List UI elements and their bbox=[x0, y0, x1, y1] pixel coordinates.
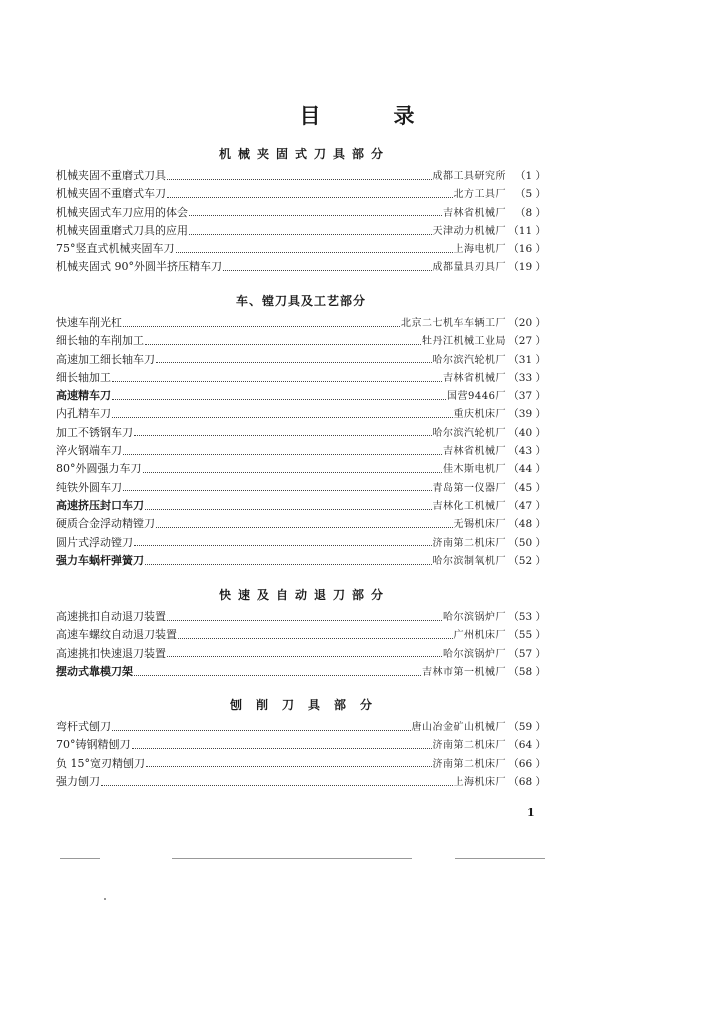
toc-entry[interactable] bbox=[56, 222, 546, 240]
entry-page-number: （52 ） bbox=[508, 554, 546, 567]
entry-title: 高速加工细长轴车刀 bbox=[56, 352, 155, 366]
toc-entry[interactable] bbox=[56, 351, 546, 369]
dot-leader bbox=[146, 766, 432, 767]
entry-page-number: （11 ） bbox=[508, 224, 546, 237]
toc-entry[interactable] bbox=[56, 534, 546, 552]
dot-leader bbox=[112, 730, 411, 731]
entry-page-number: （47 ） bbox=[508, 499, 546, 512]
entry-page-number: （16 ） bbox=[508, 243, 546, 256]
toc-entry[interactable] bbox=[56, 626, 546, 644]
page-value: 52 bbox=[518, 554, 533, 567]
entry-source: 哈尔滨锅炉厂 bbox=[443, 648, 506, 660]
entry-title: 机械夹固重磨式刀具的应用 bbox=[56, 223, 188, 237]
dot-leader bbox=[145, 509, 432, 510]
entry-title: 机械夹固不重磨式刀具 bbox=[56, 169, 166, 182]
page-value: 48 bbox=[518, 518, 533, 531]
entry-title: 高速车螺纹自动退刀装置 bbox=[56, 628, 177, 642]
toc-entry[interactable] bbox=[56, 460, 546, 478]
page-value: 5 bbox=[525, 188, 533, 201]
entry-page-number: （19 ） bbox=[508, 261, 546, 274]
entry-page-number: （20 ） bbox=[508, 317, 546, 329]
section-heading: 刨削刀具部分 bbox=[229, 698, 386, 712]
entry-source: 无锡机床厂 bbox=[453, 519, 506, 531]
entry-source: 北京二七机车车辆工厂 bbox=[401, 318, 506, 329]
entry-title: 机械夹固式 90°外圆半挤压精车刀 bbox=[56, 260, 222, 274]
toc-entry[interactable] bbox=[56, 479, 546, 497]
page-value: 40 bbox=[518, 426, 533, 439]
toc-entry[interactable] bbox=[56, 332, 546, 350]
dot-leader bbox=[167, 197, 453, 198]
dot-leader bbox=[112, 381, 442, 382]
section-heading: 机械夹固式刀具部分 bbox=[218, 147, 390, 161]
page-value: 57 bbox=[518, 647, 533, 660]
page-value: 39 bbox=[518, 408, 533, 421]
entry-title: 圆片式浮动镗刀 bbox=[56, 535, 133, 549]
toc-section-clamped-tools bbox=[56, 146, 546, 277]
page-value: 44 bbox=[518, 463, 533, 476]
page-value: 1 bbox=[525, 170, 533, 182]
entry-source: 吉林省机械厂 bbox=[443, 446, 506, 458]
entry-page-number: （5 ） bbox=[514, 188, 546, 201]
scan-rule bbox=[455, 858, 545, 859]
entry-title: 细长轴加工 bbox=[56, 370, 111, 384]
section-heading: 车、镗刀具及工艺部分 bbox=[235, 294, 366, 308]
page-value: 53 bbox=[518, 611, 533, 623]
page-value: 31 bbox=[518, 353, 533, 366]
entry-source: 成都工具研究所 bbox=[432, 171, 506, 182]
entry-title: 机械夹固不重磨式车刀 bbox=[56, 187, 166, 201]
dot-leader bbox=[145, 564, 432, 565]
entry-title: 加工不锈钢车刀 bbox=[56, 425, 133, 439]
page-title: 目 录 bbox=[299, 104, 441, 128]
entry-page-number: （68 ） bbox=[508, 775, 546, 788]
section-heading: 快速及自动退刀部分 bbox=[218, 588, 390, 602]
entry-source: 哈尔滨汽轮机厂 bbox=[432, 354, 506, 366]
toc-entry[interactable] bbox=[56, 240, 546, 258]
dot-leader bbox=[145, 344, 421, 345]
toc-entry[interactable] bbox=[56, 424, 546, 442]
toc-entry[interactable] bbox=[56, 663, 546, 681]
page-value: 43 bbox=[518, 445, 533, 458]
toc-entry[interactable] bbox=[56, 736, 546, 754]
entry-title: 机械夹固式车刀应用的体会 bbox=[56, 205, 188, 219]
entry-source: 广州机床厂 bbox=[453, 630, 506, 642]
page-value: 45 bbox=[518, 481, 533, 494]
toc-entry[interactable] bbox=[56, 204, 546, 222]
page-value: 19 bbox=[518, 261, 533, 274]
entry-title: 高速挑扣快速退刀装置 bbox=[56, 646, 166, 660]
toc-entry[interactable] bbox=[56, 258, 546, 276]
toc-entry[interactable] bbox=[56, 314, 546, 332]
dot-leader bbox=[134, 435, 432, 436]
entry-page-number: （31 ） bbox=[508, 353, 546, 366]
entry-source: 重庆机床厂 bbox=[453, 409, 506, 421]
entry-title: 75°竖直式机械夹固车刀 bbox=[56, 242, 175, 256]
toc-entry[interactable] bbox=[56, 773, 546, 791]
toc-section-retraction bbox=[56, 587, 546, 681]
scan-rule bbox=[60, 858, 100, 859]
dot-leader bbox=[143, 472, 443, 473]
toc-entry[interactable] bbox=[56, 755, 546, 773]
entry-page-number: （44 ） bbox=[508, 463, 546, 476]
entry-source: 济南第二机床厂 bbox=[432, 758, 506, 770]
entry-title: 强力刨刀 bbox=[56, 774, 100, 788]
entry-source: 天津动力机械厂 bbox=[432, 225, 506, 237]
dot-leader bbox=[156, 362, 432, 363]
toc-entry[interactable] bbox=[56, 552, 546, 570]
entry-title: 内孔精车刀 bbox=[56, 407, 111, 421]
dot-leader bbox=[123, 326, 400, 327]
page-value: 11 bbox=[518, 224, 533, 237]
toc-entry[interactable] bbox=[56, 718, 546, 736]
entry-source: 国营9446厂 bbox=[447, 391, 506, 403]
entry-source: 佳木斯电机厂 bbox=[443, 464, 506, 476]
entry-page-number: （53 ） bbox=[508, 611, 546, 623]
entry-source: 吉林化工机械厂 bbox=[432, 500, 506, 512]
toc-entry[interactable] bbox=[56, 369, 546, 387]
entry-source: 济南第二机床厂 bbox=[432, 740, 506, 752]
entry-page-number: （33 ） bbox=[508, 371, 546, 384]
entry-source: 吉林省机械厂 bbox=[443, 207, 506, 219]
toc-entry[interactable] bbox=[56, 497, 546, 515]
page-value: 47 bbox=[518, 499, 533, 512]
page-value: 16 bbox=[518, 243, 533, 256]
dot-leader bbox=[176, 252, 453, 253]
entry-source: 济南第二机床厂 bbox=[432, 537, 506, 549]
entry-page-number: （55 ） bbox=[508, 629, 546, 642]
entry-title: 弯杆式刨刀 bbox=[56, 720, 111, 733]
entry-page-number: （8 ） bbox=[514, 206, 546, 219]
dot-leader bbox=[156, 527, 453, 528]
page-value: 33 bbox=[518, 371, 533, 384]
dot-leader bbox=[112, 399, 446, 400]
dot-leader bbox=[189, 215, 442, 216]
toc-entry[interactable] bbox=[56, 645, 546, 663]
page-value: 27 bbox=[518, 335, 533, 348]
entry-source: 哈尔滨制氧机厂 bbox=[432, 555, 506, 567]
toc-entry[interactable] bbox=[56, 387, 546, 405]
entry-title: 纯铁外圆车刀 bbox=[56, 480, 122, 494]
entry-page-number: （66 ） bbox=[508, 757, 546, 770]
entry-page-number: （57 ） bbox=[508, 647, 546, 660]
entry-title: 快速车削光杠 bbox=[56, 316, 122, 329]
entry-title: 高速精车刀 bbox=[56, 389, 111, 403]
toc-entry[interactable] bbox=[56, 442, 546, 460]
page-value: 55 bbox=[518, 629, 533, 642]
entry-page-number: （59 ） bbox=[508, 721, 546, 733]
page-value: 20 bbox=[518, 317, 533, 329]
dot-leader bbox=[112, 417, 453, 418]
dot-leader bbox=[134, 545, 432, 546]
entry-page-number: （58 ） bbox=[508, 665, 546, 678]
entry-source: 牡丹江机械工业局 bbox=[422, 336, 506, 348]
page-value: 58 bbox=[518, 665, 533, 678]
entry-page-number: （1 ） bbox=[514, 170, 546, 182]
entry-page-number: （48 ） bbox=[508, 518, 546, 531]
dot-leader bbox=[134, 675, 421, 676]
dot-leader bbox=[223, 270, 432, 271]
dot-leader bbox=[132, 748, 432, 749]
entry-title: 高速挤压封口车刀 bbox=[56, 498, 144, 512]
entry-title: 细长轴的车削加工 bbox=[56, 334, 144, 348]
toc-entry[interactable] bbox=[56, 405, 546, 423]
entry-page-number: （45 ） bbox=[508, 481, 546, 494]
dot-leader bbox=[167, 620, 442, 621]
entry-page-number: （43 ） bbox=[508, 445, 546, 458]
dot-leader bbox=[101, 785, 453, 786]
entry-title: 硬质合金浮动精镗刀 bbox=[56, 517, 155, 531]
page-value: 68 bbox=[518, 775, 533, 788]
entry-title: 负 15°宽刃精刨刀 bbox=[56, 756, 145, 770]
dot-leader bbox=[189, 234, 432, 235]
page-value: 64 bbox=[518, 739, 533, 752]
toc-section-turning-boring bbox=[56, 293, 546, 570]
entry-page-number: （27 ） bbox=[508, 335, 546, 348]
page-value: 37 bbox=[518, 390, 533, 403]
entry-title: 摆动式靠模刀架 bbox=[56, 664, 133, 678]
scan-speck bbox=[104, 898, 106, 900]
toc-entry[interactable] bbox=[56, 167, 546, 185]
page-value: 66 bbox=[518, 757, 533, 770]
toc-entry[interactable] bbox=[56, 515, 546, 533]
entry-page-number: （50 ） bbox=[508, 536, 546, 549]
dot-leader bbox=[167, 656, 442, 657]
entry-source: 吉林市第一机械厂 bbox=[422, 666, 506, 678]
dot-leader bbox=[167, 179, 432, 180]
entry-page-number: （39 ） bbox=[508, 408, 546, 421]
entry-source: 北方工具厂 bbox=[453, 189, 506, 201]
entry-title: 强力车蜗杆弹簧刀 bbox=[56, 553, 144, 567]
entry-title: 淬火钢端车刀 bbox=[56, 444, 122, 458]
entry-page-number: （40 ） bbox=[508, 426, 546, 439]
entry-source: 哈尔滨汽轮机厂 bbox=[432, 427, 506, 439]
dot-leader bbox=[123, 490, 432, 491]
entry-source: 成都量具刃具厂 bbox=[432, 262, 506, 274]
page-value: 8 bbox=[525, 206, 533, 219]
entry-source: 吉林省机械厂 bbox=[443, 372, 506, 384]
entry-source: 青岛第一仪器厂 bbox=[432, 482, 506, 494]
entry-page-number: （37 ） bbox=[508, 390, 546, 403]
entry-page-number: （64 ） bbox=[508, 739, 546, 752]
entry-source: 哈尔滨锅炉厂 bbox=[443, 612, 506, 623]
dot-leader bbox=[123, 454, 442, 455]
entry-title: 高速挑扣自动退刀装置 bbox=[56, 610, 166, 623]
toc-section-planing bbox=[56, 697, 546, 791]
page-number: 1 bbox=[527, 806, 535, 819]
dot-leader bbox=[178, 638, 453, 639]
page-value: 50 bbox=[518, 536, 533, 549]
entry-title: 70°铸钢精刨刀 bbox=[56, 738, 131, 752]
scan-rule bbox=[172, 858, 412, 859]
toc-entry[interactable] bbox=[56, 185, 546, 203]
entry-source: 上海机床厂 bbox=[453, 776, 506, 788]
page-value: 59 bbox=[518, 721, 533, 733]
entry-source: 唐山冶金矿山机械厂 bbox=[411, 722, 506, 733]
entry-source: 上海电机厂 bbox=[453, 244, 506, 256]
entry-title: 80°外圆强力车刀 bbox=[56, 462, 142, 476]
toc-entry[interactable] bbox=[56, 608, 546, 626]
